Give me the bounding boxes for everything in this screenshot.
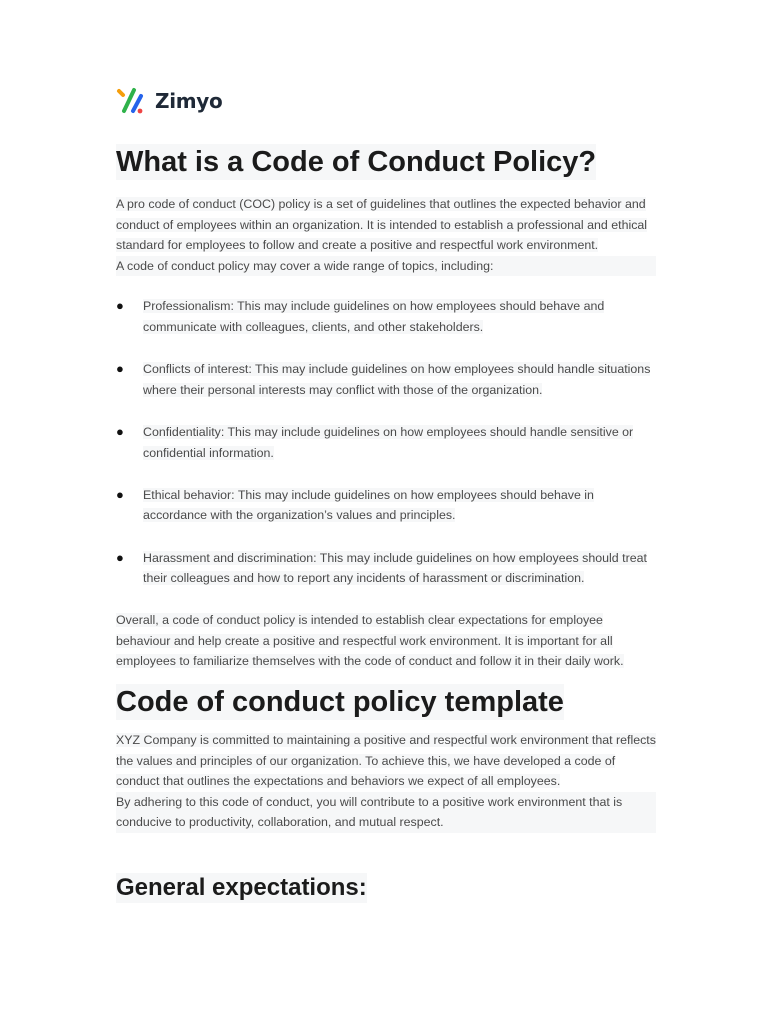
list-item xyxy=(116,485,656,526)
topics-list xyxy=(116,296,656,588)
list-item xyxy=(116,422,656,463)
document-body xyxy=(116,144,656,903)
intro-text: A pro code of conduct (COC) policy is a set of guidelines that outlines the expected behavior and conduct of employees within an organization. It is intended to establish a professional and ethical standard for employees to follow and create a positive and respectful work environment. xyxy=(116,197,648,253)
bullet-icon: ● xyxy=(116,486,124,502)
bullet-icon: ● xyxy=(116,361,124,377)
list-item xyxy=(116,296,656,337)
list-item-text: Harassment and discrimination: This may include guidelines on how employees should treat their colleagues and how to report any incidents of harassment or discrimination. xyxy=(143,550,647,586)
heading-what-is-coc: What is a Code of Conduct Policy? xyxy=(116,146,597,178)
list-item-text: Professionalism: This may include guidelines on how employees should behave and communicate with colleagues, clients, and other stakeholders. xyxy=(143,299,605,334)
zimyo-logo-icon xyxy=(115,86,145,116)
bullet-icon: ● xyxy=(116,423,124,439)
list-item-text: Conflicts of interest: This may include guidelines on how employees should handle situations where their personal interests may conflict with those of the organization. xyxy=(143,362,651,397)
brand-logo xyxy=(115,86,222,116)
bullet-icon: ● xyxy=(116,549,124,565)
template-paragraph xyxy=(116,730,656,833)
list-item xyxy=(116,548,656,589)
brand-name: Zimyo xyxy=(155,89,223,113)
list-item-text: Confidentiality: This may include guidelines on how employees should handle sensitive or confidential information. xyxy=(143,424,634,460)
conclusion-paragraph xyxy=(116,610,656,672)
heading-template: Code of conduct policy template xyxy=(116,686,564,719)
intro-paragraph xyxy=(116,194,656,276)
list-item xyxy=(116,359,656,400)
template-text-1: XYZ Company is committed to maintaining a positive and respectful work environment that reflects the values and principles of our organization. To achieve this, we have developed a code of conduct that outlines the expectations and behaviors we expect of all employees. xyxy=(116,733,656,789)
heading-general-expectations: General expectations: xyxy=(116,874,367,902)
list-item-text: Ethical behavior: This may include guidelines on how employees should behave in accordance with the organization’s values and principles. xyxy=(143,487,594,523)
intro-text-2: A code of conduct policy may cover a wide range of topics, including: xyxy=(116,256,656,277)
template-text-2: By adhering to this code of conduct, you will contribute to a positive work environment that is conducive to productivity, collaboration, and mutual respect. xyxy=(116,792,656,833)
bullet-icon: ● xyxy=(116,298,124,314)
conclusion-text: Overall, a code of conduct policy is intended to establish clear expectations for employee behaviour and help create a positive and respectful work environment. It is important for all employees to familiarize themselves with the code of conduct and follow it in their daily work. xyxy=(116,613,624,669)
